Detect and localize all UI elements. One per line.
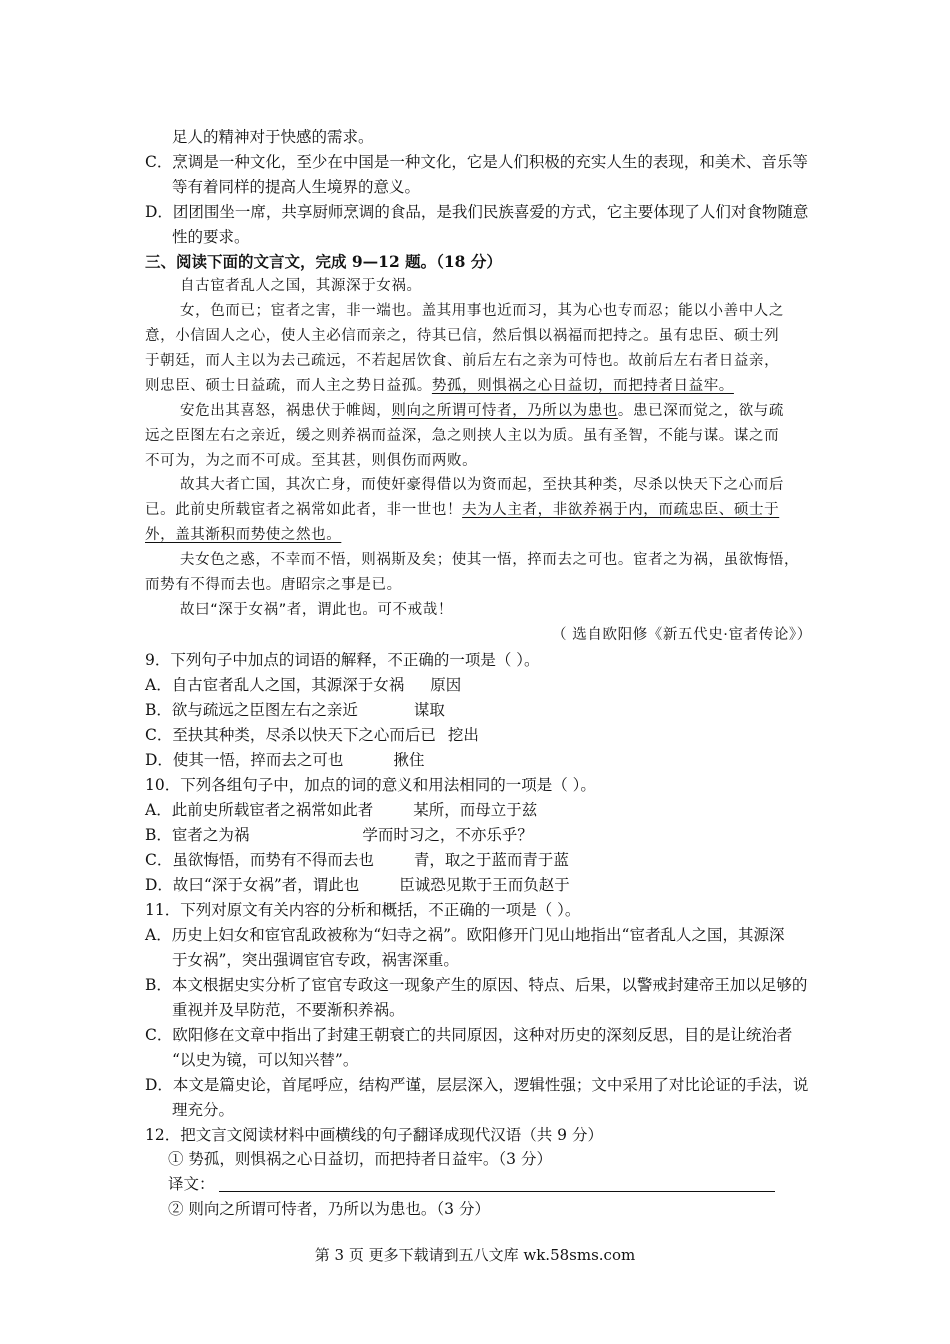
passage-p5-line2: 而势有不得而去也。唐昭宗之事是已。 (145, 577, 402, 593)
question-9-stem: 9．下列句子中加点的词语的解释，不正确的一项是（ ）。 (145, 651, 540, 669)
section-heading: 三、阅读下面的文言文，完成 9—12 题。（18 分） (145, 252, 502, 271)
option-text: C．虽欲悔悟，而势有不得而去也 (145, 851, 374, 869)
option-text: D．故曰“深于女祸”者，谓此也 (145, 876, 360, 894)
passage-p2-line3: 于朝廷，而人主以为去己疏远，不若起居饮食、前后左右之亲为可恃也。故前后左右者日益亲， (145, 353, 780, 369)
passage-p2-line1: 女，色而已；宦者之害，非一端也。盖其用事也近而习，其为心也专而忍；能以小善中人之 (180, 303, 784, 319)
passage-p3-line1 (180, 400, 784, 422)
question-11-option-a-line1: A．历史上妇女和宦官乱政被称为“妇寺之祸”。欧阳修开门见山地指出“宦者乱人之国，其源深 (145, 926, 785, 944)
answer-label: 译文： (168, 1175, 215, 1193)
underlined-sentence-1: 势孤，则惧祸之心日益切，而把持者日益牢。 (431, 378, 734, 394)
option-text: D．使其一悟，捽而去之可也 (145, 751, 344, 769)
question-9-option-b (145, 699, 445, 721)
option-pair: 青，取之于蓝而青于蓝 (413, 851, 569, 869)
option-pair: 学而时习之，不亦乐乎？ (362, 826, 533, 844)
option-d-line1: D．团团围坐一席，共享厨师烹调的食品，是我们民族喜爱的方式，它主要体现了人们对食物随意 (145, 203, 809, 221)
question-11-option-b-line1: B．本文根据史实分析了宦官专政这一现象产生的原因、特点、后果，以警戒封建帝王加以足够的 (145, 976, 808, 994)
question-11-stem: 11．下列对原文有关内容的分析和概括，不正确的一项是（ ）。 (145, 901, 581, 919)
passage-p5-line1: 夫女色之惑，不幸而不悟，则祸斯及矣；使其一悟，捽而去之可也。宦者之为祸，虽欲悔悟， (180, 552, 800, 568)
question-11-option-c-line1: C．欧阳修在文章中指出了封建王朝衰亡的共同原因，这种对历史的深刻反思，目的是让统治者 (145, 1026, 793, 1044)
underlined-sentence-3: 夫为人主者，非欲养祸于内，而疏忠臣、硕士于 (462, 502, 780, 518)
passage-text: 。患已深而觉之，欲与疏 (617, 403, 785, 419)
question-10-stem: 10．下列各组句子中，加点的词的意义和用法相同的一项是（ ）。 (145, 776, 596, 794)
option-pair: 某所，而母立于兹 (413, 801, 538, 819)
question-9-option-d (145, 749, 424, 771)
passage-p2-line4 (145, 375, 734, 397)
passage-source: （ 选自欧阳修《新五代史·宦者传论》） (552, 627, 812, 643)
passage-paragraph-1: 自古宦者乱人之国，其源深于女祸。 (180, 278, 422, 294)
option-c-line1: C．烹调是一种文化，至少在中国是一种文化，它是人们积极的充实人生的表现，和美术、音乐等 (145, 153, 808, 171)
option-gloss: 揪住 (393, 751, 425, 769)
option-text: A．此前史所载宦者之祸常如此者 (145, 801, 374, 819)
question-10-option-d (145, 874, 570, 896)
question-9-option-c (145, 724, 479, 746)
passage-text: 已。此前史所载宦者之祸常如此者，非一世也！ (145, 502, 463, 518)
question-12-stem: 12．把文言文阅读材料中画横线的句子翻译成现代汉语（共 9 分） (145, 1126, 603, 1144)
option-text: A．自古宦者乱人之国，其源深于女祸 (145, 676, 405, 694)
option-d-line2: 性的要求。 (172, 228, 250, 246)
question-12-item-2: ② 则向之所谓可恃者，乃所以为患也。（3 分） (168, 1200, 490, 1218)
question-11-option-d-line1: D．本文是篇史论，首尾呼应，结构严谨，层层深入，逻辑性强；文中采用了对比论证的手法，说 (145, 1076, 809, 1094)
question-11-option-c-line2: “以史为镜，可以知兴替”。 (172, 1051, 359, 1069)
question-11-option-b-line2: 重视并及早防范，不要渐积养祸。 (172, 1001, 405, 1019)
answer-blank[interactable] (219, 1175, 775, 1192)
passage-p4-line2 (145, 499, 779, 521)
option-pair: 臣诚恐见欺于王而负赵于 (399, 876, 570, 894)
question-10-option-c (145, 849, 569, 871)
passage-paragraph-6: 故曰“深于女祸”者，谓此也。可不戒哉！ (180, 602, 453, 618)
question-12-item-1: ① 势孤，则惧祸之心日益切，而把持者日益牢。（3 分） (168, 1150, 552, 1168)
passage-p4-line3: 外，盖其渐积而势使之然也。 (145, 527, 342, 543)
option-text: C．至抉其种类，尽杀以快天下之心而后已 (145, 726, 436, 744)
passage-p3-line3: 不可为，为之而不可成。至其甚，则俱伤而两败。 (145, 453, 478, 469)
passage-p2-line2: 意，小信固人之心，使人主必信而亲之，待其已信，然后惧以祸福而把持之。虽有忠臣、硕士列 (145, 328, 780, 344)
question-12-answer-line (168, 1173, 775, 1195)
passage-text: 安危出其喜怒，祸患伏于帷闼， (180, 403, 392, 419)
question-10-option-b (145, 824, 533, 846)
option-gloss: 挖出 (447, 726, 479, 744)
option-c-line2: 等有着同样的提高人生境界的意义。 (172, 178, 421, 196)
question-10-option-a (145, 799, 537, 821)
option-gloss: 谋取 (413, 701, 445, 719)
passage-p3-line2: 远之臣图左右之亲近，缓之则养祸而益深，急之则挟人主以为质。虽有圣智，不能与谋。谋之而 (145, 428, 780, 444)
passage-p4-line1: 故其大者亡国，其次亡身，而使奸豪得借以为资而起，至抉其种类，尽杀以快天下之心而后 (180, 477, 784, 493)
question-11-option-a-line2: 于女祸”，突出强调宦官专政，祸害深重。 (172, 951, 459, 969)
page-footer: 第 3 页 更多下载请到五八文库 wk.58sms.com (314, 1246, 636, 1264)
question-11-option-d-line2: 理充分。 (172, 1101, 235, 1119)
underlined-sentence-2: 则向之所谓可恃者，乃所以为患也 (391, 403, 618, 419)
option-text: B．宦者之为祸 (145, 826, 250, 844)
option-gloss: 原因 (430, 676, 462, 694)
option-text: B．欲与疏远之臣图左右之亲近 (145, 701, 358, 719)
question-9-option-a (145, 674, 461, 696)
option-c8-continuation: 足人的精神对于快感的需求。 (172, 128, 374, 146)
passage-text: 则忠臣、硕士日益疏，而人主之势日益孤。 (145, 378, 432, 394)
